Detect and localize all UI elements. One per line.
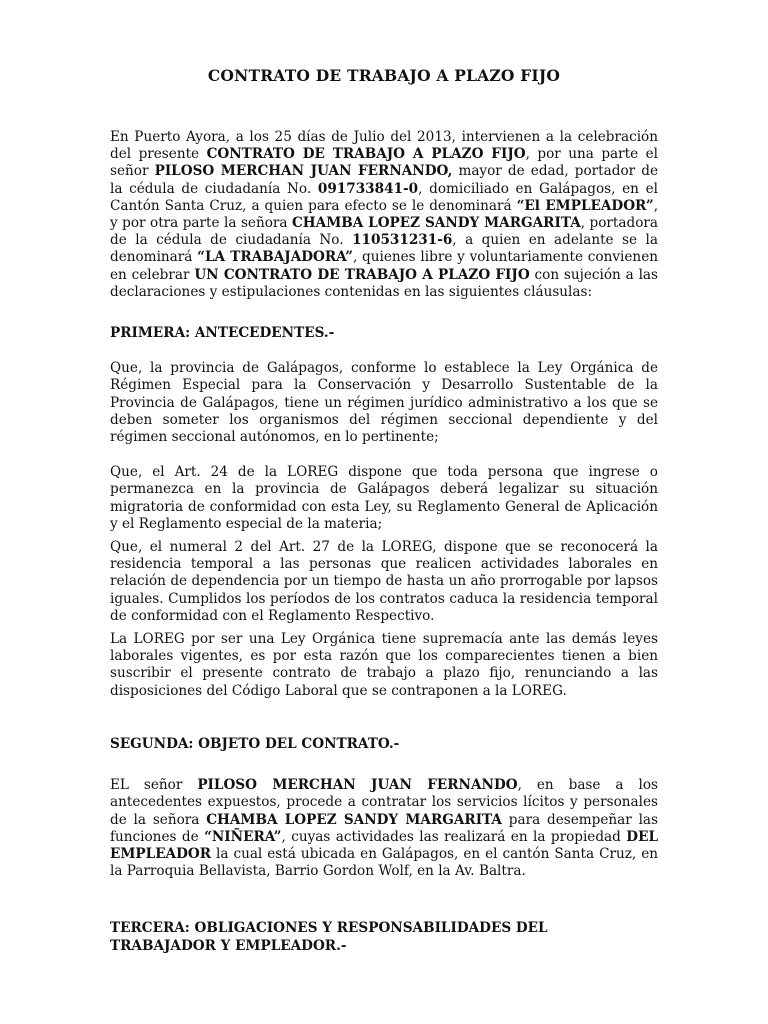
bold-run: 091733841-0 bbox=[317, 180, 419, 197]
text-run: , y por otra parte la señora bbox=[110, 197, 659, 232]
text-run: mayor de edad, portador de la cédula de ciudadanía No. bbox=[110, 163, 659, 197]
document-title: CONTRATO DE TRABAJO A PLAZO FIJO bbox=[207, 66, 561, 85]
bold-run: “El EMPLEADOR” bbox=[516, 197, 654, 214]
text-run: , por una parte el señor bbox=[110, 146, 659, 180]
text-run: , quienes libre y voluntariamente convienen en celebrar bbox=[110, 249, 658, 283]
bold-run: UN CONTRATO DE TRABAJO A PLAZO FIJO bbox=[194, 266, 530, 283]
bold-run: “LA TRABAJADORA” bbox=[197, 249, 353, 266]
clause-segunda-heading: SEGUNDA: OBJETO DEL CONTRATO.- bbox=[110, 735, 400, 752]
clause-tercera-heading: TERCERA: OBLIGACIONES Y RESPONSABILIDADES DEL TRABAJADOR Y EMPLEADOR.- bbox=[110, 920, 548, 954]
text-run: , portadora de la cédula de ciudadanía No. bbox=[110, 215, 658, 249]
bold-run: 110531231-6 bbox=[352, 232, 453, 249]
text-run: con sujeción a las declaraciones y estipulaciones contenidas en las siguientes cláusulas: bbox=[110, 266, 658, 300]
bold-run: CHAMBA LOPEZ SANDY MARGARITA bbox=[291, 215, 581, 232]
intro-paragraph bbox=[110, 129, 658, 301]
bold-run: CHAMBA LOPEZ SANDY MARGARITA bbox=[206, 811, 502, 828]
text-run: En Puerto Ayora, a los 25 días de Julio del 2013, intervienen a la celebración del presente bbox=[110, 129, 658, 163]
text-run: la cual está ubicada en Galápagos, en el cantón Santa Cruz, en la Parroquia Bellavista, Barrio Gordon Wolf, en la Av. Baltra. bbox=[110, 845, 658, 880]
primera-paragraph-2: Que, el Art. 24 de la LOREG dispone que toda persona que ingrese o permanezca en la provincia de Galápagos deberá legalizar su situación migratoria de conformidad con esta Ley, su Reglamento General de Aplicación y el Reglamento especial de la materia; bbox=[110, 464, 658, 532]
text-run: , a quien en adelante se la denominará bbox=[110, 232, 659, 266]
bold-run: PILOSO MERCHAN JUAN FERNANDO, bbox=[154, 163, 453, 180]
clause-primera-heading: PRIMERA: ANTECEDENTES.- bbox=[110, 325, 335, 342]
primera-paragraph-3: Que, el numeral 2 del Art. 27 de la LOREG, dispone que se reconocerá la residencia temporal a las personas que realicen actividades laborales en relación de dependencia por un tiempo de hasta un año prorrogable por lapsos iguales. Cumplidos los períodos de los contratos caduca la residencia temporal de conformidad con el Reglamento Respectivo. bbox=[110, 539, 658, 624]
segunda-paragraph bbox=[110, 777, 658, 880]
primera-paragraph-4: La LOREG por ser una Ley Orgánica tiene supremacía ante las demás leyes laborales vigentes, es por esta razón que los comparecientes tienen a bien suscribir el presente contrato de trabajo a plazo fijo, renunciando a las disposiciones del Código Laboral que se contraponen a la LOREG. bbox=[110, 631, 658, 699]
text-run: , en base a los antecedentes expuestos, procede a contratar los servicios lícitos y personales de la señora bbox=[110, 777, 658, 828]
text-run: , domiciliado en Galápagos, en el Cantón Santa Cruz, a quien para efecto se le denominará bbox=[110, 180, 658, 214]
bold-run: CONTRATO DE TRABAJO A PLAZO FIJO bbox=[206, 146, 526, 163]
bold-run: PILOSO MERCHAN JUAN FERNANDO bbox=[197, 777, 518, 794]
primera-paragraph-1: Que, la provincia de Galápagos, conforme lo establece la Ley Orgánica de Régimen Especial para la Conservación y Desarrollo Sustentable de la Provincia de Galápagos, tiene un régimen jurídico administrativo a los que se deben someter los organismos del régimen seccional dependiente y del régimen seccional autónomos, en lo pertinente; bbox=[110, 360, 658, 446]
text-run: , cuyas actividades las realizará en la propiedad bbox=[281, 828, 627, 845]
text-run: para desempeñar las funciones de bbox=[110, 811, 659, 845]
text-run: EL señor bbox=[110, 777, 198, 794]
bold-run: DEL EMPLEADOR bbox=[110, 828, 659, 862]
bold-run: “NIÑERA” bbox=[204, 828, 282, 845]
